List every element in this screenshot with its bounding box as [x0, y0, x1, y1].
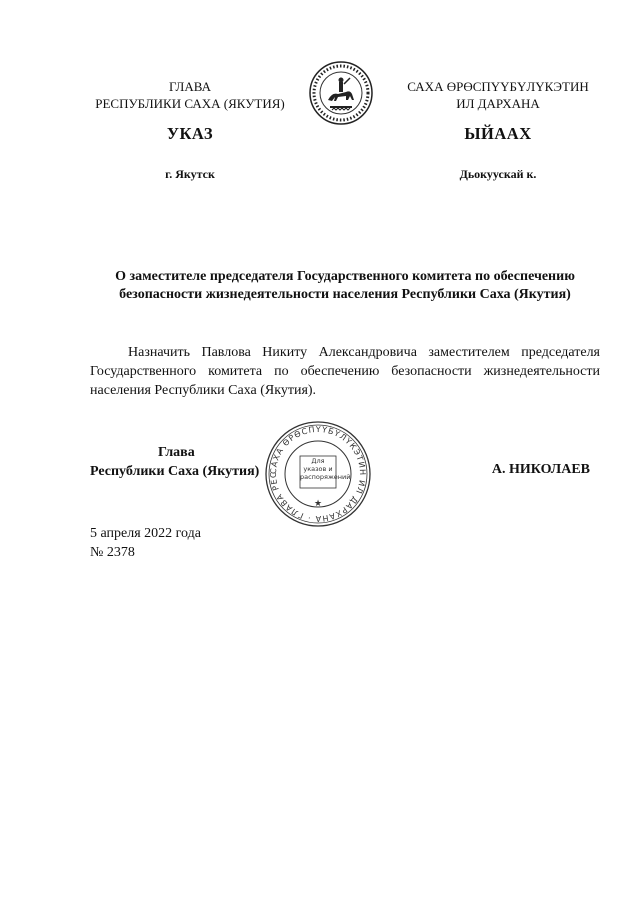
header-left-line2: РЕСПУБЛИКИ САХА (ЯКУТИЯ)	[95, 96, 285, 111]
doc-type-left: УКАЗ	[166, 124, 214, 143]
document-body: Назначить Павлова Никиту Александровича заместителем председателя Государственного комитета по обеспечению безопасности жизнедеятельности населения Республики Саха (Якутия).	[90, 345, 600, 398]
document-date: 5 апреля 2022 года	[90, 526, 201, 541]
document-subject: О заместителе председателя Государственного комитета по обеспечению безопасности жизнедеятельности населения Республики Саха (Якутия)	[115, 269, 575, 302]
svg-text:★: ★	[313, 498, 323, 508]
header-right-line2: ИЛ ДАРХАНА	[456, 96, 540, 111]
stamp-ring-text: САХА ӨРӨСПҮҮБҮЛҮКЭТИН ИЛ ДАРХАНА · ГЛАВА РЕС	[268, 424, 368, 524]
header-right-line1: САХА ӨРӨСПҮҮБҮЛҮКЭТИН	[407, 79, 589, 94]
signature-title-line2: Республики Саха (Якутия)	[90, 464, 260, 479]
signature-title-line1: Глава	[158, 445, 195, 460]
header-left	[80, 78, 300, 112]
signature-name: А. НИКОЛАЕВ	[491, 462, 590, 477]
header-left-line1: ГЛАВА	[169, 79, 211, 94]
header-right	[388, 78, 608, 112]
place-left: г. Якутск	[165, 167, 215, 181]
stamp-center-text: Для указов и распоряжений	[300, 457, 351, 481]
doc-type-right: ЫЙААХ	[464, 124, 532, 143]
place-right: Дьокуускай к.	[459, 167, 537, 181]
document-number: № 2378	[90, 545, 135, 560]
signature-title	[90, 443, 290, 481]
sakha-republic-coat-of-arms-icon	[308, 60, 374, 126]
